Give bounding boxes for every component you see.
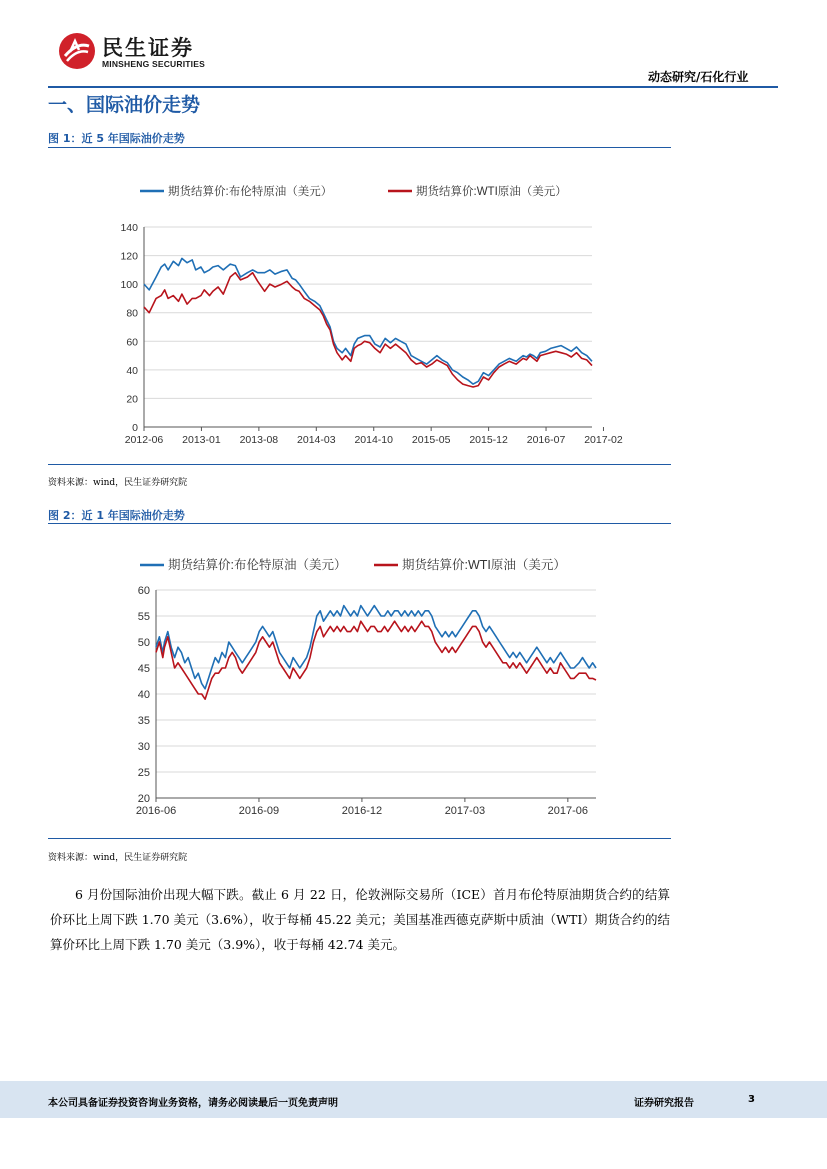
brent-series-line bbox=[144, 258, 592, 384]
figure1-bottom-rule bbox=[48, 464, 671, 465]
y-tick-label: 45 bbox=[137, 663, 150, 675]
y-tick-label: 35 bbox=[137, 715, 150, 727]
logo-name-cn: 民生证券 bbox=[102, 36, 194, 60]
x-tick-label: 2015-12 bbox=[469, 434, 508, 446]
chart1-legend-wti-label: 期货结算价:WTI原油（美元） bbox=[416, 186, 567, 198]
chart1 bbox=[48, 149, 671, 464]
figure2-title: 图 2：近 1 年国际油价走势 bbox=[48, 509, 185, 522]
x-tick-label: 2016-12 bbox=[341, 805, 383, 817]
y-tick-label: 40 bbox=[137, 689, 150, 701]
page-number: 3 bbox=[748, 1094, 755, 1105]
x-tick-label: 2014-03 bbox=[297, 434, 336, 446]
chart1-grid bbox=[144, 227, 592, 427]
x-tick-label: 2017-02 bbox=[584, 434, 623, 446]
brent-series-line bbox=[156, 606, 596, 689]
chart2-legend bbox=[140, 557, 566, 572]
x-tick-label: 2015-05 bbox=[411, 434, 451, 446]
footer-report-type: 证券研究报告 bbox=[634, 1098, 694, 1109]
y-tick-label: 120 bbox=[120, 250, 138, 263]
y-tick-label: 55 bbox=[137, 611, 150, 623]
logo-mark-icon bbox=[58, 32, 96, 70]
header-rule bbox=[48, 86, 778, 88]
chart2-legend-brent-label: 期货结算价:布伦特原油（美元） bbox=[168, 558, 347, 572]
y-tick-label: 0 bbox=[132, 422, 138, 434]
figure1-top-rule bbox=[48, 147, 671, 148]
y-tick-label: 140 bbox=[120, 222, 138, 234]
figure2-top-rule bbox=[48, 523, 671, 524]
x-tick-label: 2016-06 bbox=[135, 805, 177, 817]
wti-series-line bbox=[156, 621, 596, 699]
chart2-series bbox=[156, 606, 596, 700]
x-tick-label: 2016-09 bbox=[238, 805, 280, 817]
x-tick-label: 2014-10 bbox=[354, 434, 394, 446]
y-tick-label: 20 bbox=[137, 793, 150, 805]
figure1-title: 图 1：近 5 年国际油价走势 bbox=[48, 132, 185, 145]
x-tick-label: 2017-06 bbox=[547, 805, 589, 817]
chart1-legend-brent-label: 期货结算价:布伦特原油（美元） bbox=[168, 186, 333, 198]
x-tick-label: 2013-08 bbox=[239, 434, 279, 446]
figure2-bottom-rule bbox=[48, 838, 671, 839]
y-tick-label: 40 bbox=[126, 364, 138, 377]
chart1-legend bbox=[140, 184, 567, 198]
x-tick-label: 2017-03 bbox=[444, 805, 486, 817]
y-tick-label: 80 bbox=[126, 307, 138, 320]
y-tick-label: 60 bbox=[137, 585, 150, 597]
chart2 bbox=[48, 525, 671, 838]
section-title: 一、国际油价走势 bbox=[48, 94, 201, 116]
x-tick-label: 2016-07 bbox=[526, 434, 566, 446]
figure2-source: 资料来源：wind，民生证券研究院 bbox=[48, 853, 188, 863]
y-tick-label: 50 bbox=[137, 637, 150, 649]
logo-name-en: MINSHENG SECURITIES bbox=[102, 59, 205, 69]
body-paragraph: 6 月份国际油价出现大幅下跌。截止 6 月 22 日，伦敦洲际交易所（ICE）首月布伦特原油期货合约的结算价环比上周下跌 1.70 美元（3.6%），收于每桶 45.22 美元；美国基准西德克萨斯中质油（WTI）期货合约的结算价环比上周下跌 1.70 美元（3.9%），收于每桶 42.74 美元。 bbox=[50, 887, 670, 952]
y-tick-label: 30 bbox=[137, 741, 150, 753]
y-tick-label: 60 bbox=[126, 336, 138, 349]
figure1-source: 资料来源：wind，民生证券研究院 bbox=[48, 478, 188, 488]
chart2-axes bbox=[136, 585, 596, 817]
header-category: 动态研究/石化行业 bbox=[648, 70, 749, 84]
y-tick-label: 25 bbox=[137, 767, 150, 779]
chart2-grid bbox=[156, 590, 596, 798]
chart1-series bbox=[144, 258, 592, 387]
footer-disclaimer: 本公司具备证券投资咨询业务资格，请务必阅读最后一页免责声明 bbox=[48, 1098, 338, 1109]
chart2-legend-wti-label: 期货结算价:WTI原油（美元） bbox=[402, 558, 566, 572]
y-tick-label: 20 bbox=[126, 393, 138, 406]
logo bbox=[58, 30, 218, 74]
x-tick-label: 2012-06 bbox=[124, 434, 164, 446]
y-tick-label: 100 bbox=[120, 279, 138, 292]
x-tick-label: 2013-01 bbox=[182, 434, 221, 446]
